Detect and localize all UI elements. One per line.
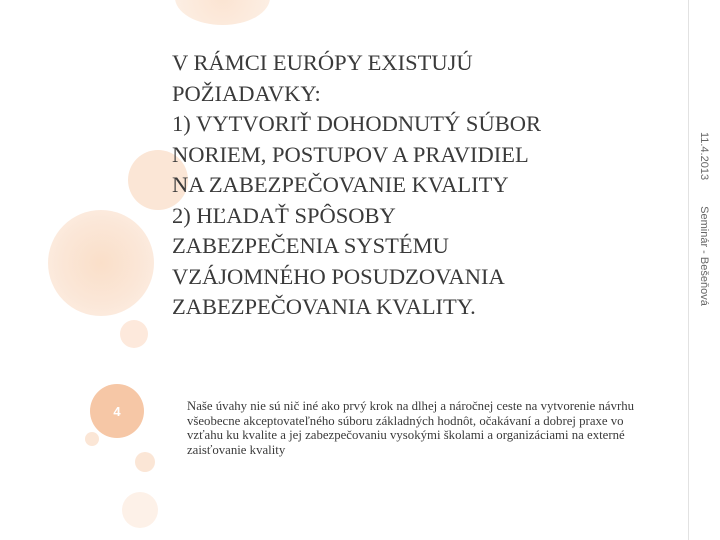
decorative-circle-tiny (122, 492, 158, 528)
side-divider (688, 0, 689, 540)
slide-title: V RÁMCI EURÓPY EXISTUJÚ POŽIADAVKY: 1) VYTVORIŤ DOHODNUTÝ SÚBOR NORIEM, POSTUPOV A PRAVIDIEL NA ZABEZPEČOVANIE KVALITY 2) HĽADAŤ SPÔSOBY ZABEZPEČENIA SYSTÉMU VZÁJOMNÉHO POSUDZOVANIA ZABEZPEČOVANIA KVALITY. (172, 50, 541, 319)
side-footer (694, 0, 712, 330)
decorative-circle-tiny (85, 432, 99, 446)
slide-body-text: Naše úvahy nie sú nič iné ako prvý krok na dlhej a náročnej ceste na vytvorenie návrhu všeobecne akceptovateľného súboru základných hodnôt, očakávaní a dobrej praxe vo vzťahu ku kvalite a jej zabezpečovaniu vysokými školami a organizáciami na externé zaisťovanie kvality (187, 399, 635, 457)
footer-author: Seminár - Bešeňová (698, 206, 710, 306)
decorative-circle-small (120, 320, 148, 348)
decorative-circle-top (175, 0, 270, 25)
slide-number: 4 (113, 403, 121, 419)
footer-date: 11.4.2013 (698, 131, 710, 181)
decorative-circle-large (48, 210, 154, 316)
slide-number-badge (90, 384, 144, 438)
decorative-circle-tiny (135, 452, 155, 472)
